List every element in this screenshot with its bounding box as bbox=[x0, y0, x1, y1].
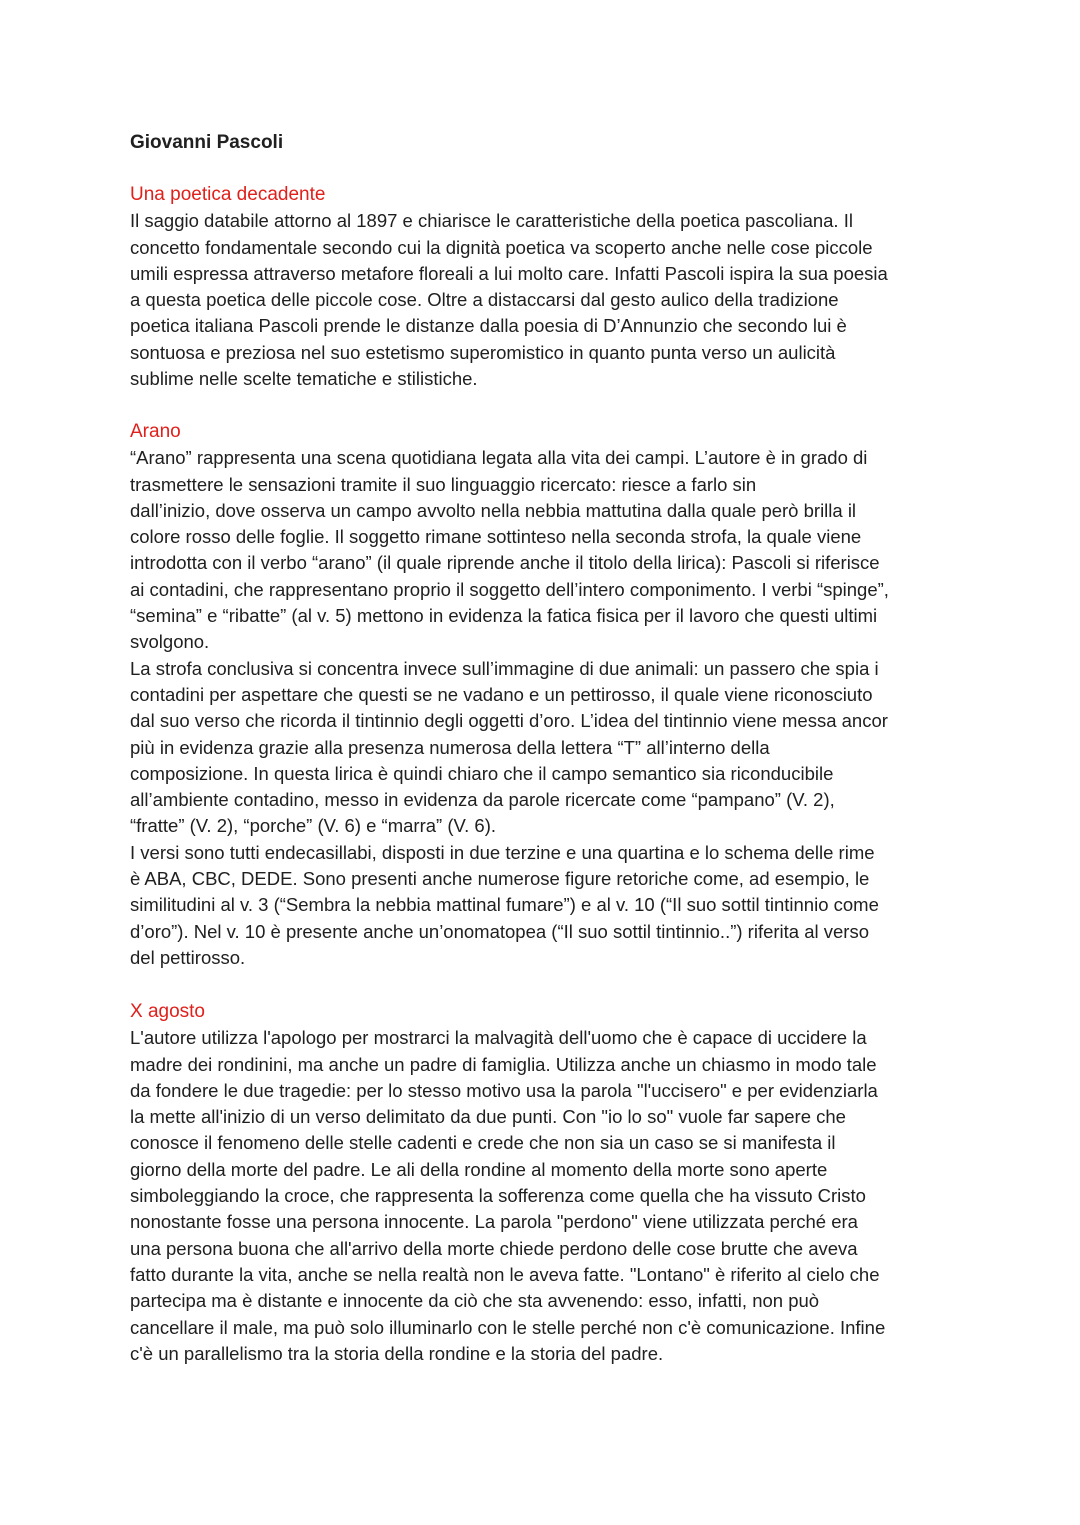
section-heading: Arano bbox=[130, 421, 181, 442]
paragraph: L'autore utilizza l'apologo per mostrarci la malvagità dell'uomo che è capace di uccidere la madre dei rondinini, ma anche un padre di famiglia. Utilizza anche un chiasmo in modo tale da fondere le due tragedie: per lo stesso motivo usa la parola "l'uccisero" e per evidenziarla la mette all'inizio di un verso delimitato da due punti. Con "io lo so" vuole far sapere che conosce il fenomeno delle stelle cadenti e crede che non sia un caso se si manifesta il giorno della morte del padre. Le ali della rondine al momento della morte sono aperte simboleggiando la croce, che rappresenta la sofferenza come quella che ha vissuto Cristo nonostante fosse una persona innocente. La parola "perdono" viene utilizzata perché era una persona buona che all'arrivo della morte chiede perdono delle cose brutte che aveva fatto durante la vita, anche se nella realtà non le aveva fatte. "Lontano" è riferito al cielo che partecipa ma è distante e innocente da ciò che sta avvenendo: esso, infatti, non può cancellare il male, ma può solo illuminarlo con le stelle perché non c'è comunicazione. Infine c'è un parallelismo tra la storia della rondine e la storia del padre. bbox=[130, 1027, 886, 1364]
section-heading: Una poetica decadente bbox=[130, 184, 326, 205]
section-heading: X agosto bbox=[130, 1001, 205, 1022]
paragraph: “Arano” rappresenta una scena quotidiana legata alla vita dei campi. L’autore è in grado di trasmettere le sensazioni tramite il suo linguaggio ricercato: riesce a farlo sin dall’inizio, dove osserva un campo avvolto nella nebbia mattutina dalla quale però brilla il colore rosso delle foglie. Il soggetto rimane sottinteso nella seconda strofa, la quale viene introdotta con il verbo “arano” (il quale riprende anche il titolo della lirica): Pascoli si riferisce ai contadini, che rappresentano proprio il soggetto dell’intero componimento. I verbi “spinge”, “semina” e “ribatte” (al v. 5) mettono in evidenza la fatica fisica per il lavoro che questi ultimi svolgono. bbox=[130, 447, 889, 653]
section-arano bbox=[130, 419, 955, 971]
section-poetica-decadente bbox=[130, 182, 955, 392]
section-x-agosto bbox=[130, 999, 955, 1367]
paragraph: La strofa conclusiva si concentra invece sull’immagine di due animali: un passero che spia i contadini per aspettare che questi se ne vadano e un pettirosso, il quale viene riconosciuto dal suo verso che ricorda il tintinnio degli oggetti d’oro. L’idea del tintinnio viene messa ancor più in evidenza grazie alla presenza numerosa della lettera “T” all’interno della composizione. In questa lirica è quindi chiaro che il campo semantico sia riconducibile all’ambiente contadino, messo in evidenza da parole ricercate come “pampano” (V. 2), “fratte” (V. 2), “porche” (V. 6) e “marra” (V. 6). bbox=[130, 657, 888, 837]
paragraph: Il saggio databile attorno al 1897 e chiarisce le caratteristiche della poetica pascoliana. Il concetto fondamentale secondo cui la dignità poetica va scoperto anche nelle cose piccole umili espressa attraverso metafore floreali a lui molto care. Infatti Pascoli ispira la sua poesia a questa poetica delle piccole cose. Oltre a distaccarsi dal gesto aulico della tradizione poetica italiana Pascoli prende le distanze dalla poesia di D’Annunzio che secondo lui è sontuosa e preziosa nel suo estetismo superomistico in quanto punta verso un aulicità sublime nelle scelte tematiche e stilistiche. bbox=[130, 210, 888, 390]
document-title: Giovanni Pascoli bbox=[130, 132, 284, 153]
paragraph: I versi sono tutti endecasillabi, disposti in due terzine e una quartina e lo schema delle rime è ABA, CBC, DEDE. Sono presenti anche numerose figure retoriche come, ad esempio, le similitudini al v. 3 (“Sembra la nebbia mattinal fumare”) e al v. 10 (“Il suo sottil tintinnio come d’oro”). Nel v. 10 è presente anche un’onomatopea (“Il suo sottil tintinnio..”) riferita al verso del pettirosso. bbox=[130, 841, 879, 968]
